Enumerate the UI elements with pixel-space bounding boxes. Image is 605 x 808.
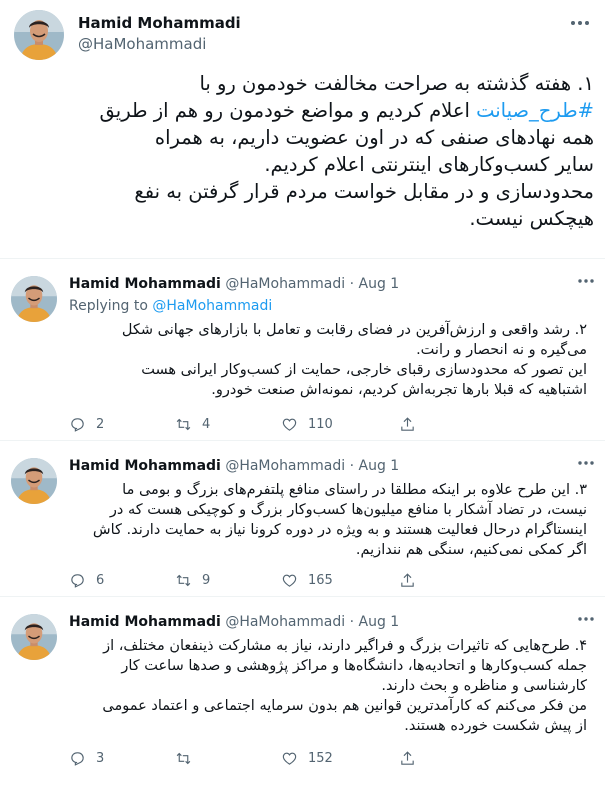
divider — [0, 596, 605, 597]
reply-line: ۳. این طرح علاوه بر اینکه مطلقا در راستای منافع پلتفرم‌های بزرگ و بومی ما — [122, 482, 587, 498]
share-button[interactable] — [399, 570, 416, 590]
more-icon[interactable] — [569, 14, 591, 34]
author-name[interactable]: Hamid Mohammadi — [69, 614, 221, 630]
like-icon — [281, 750, 298, 767]
tweet-line: سایر کسب‌وکارهای اینترنتی اعلام کردیم. — [264, 153, 594, 176]
avatar[interactable] — [14, 10, 64, 60]
reply-icon — [69, 750, 86, 767]
more-icon[interactable] — [577, 454, 595, 470]
author-name[interactable]: Hamid Mohammadi — [69, 276, 221, 292]
reply-button[interactable] — [69, 570, 104, 590]
reply-line: اینستاگرام درحال فعالیت هستند و به ویژه در دوره کرونا نیاز به حمایت دارند. کاش — [92, 522, 587, 538]
like-count: 165 — [308, 572, 333, 588]
reply-line: اشتباهیه که قبلا بارها تجربه‌اش کردیم، نمونه‌اش صنعت خودرو. — [211, 382, 587, 398]
reply-text — [69, 480, 587, 560]
divider — [0, 258, 605, 259]
reply-line: کارشناسی و مناظره و بحث دارند. — [381, 678, 587, 694]
avatar[interactable] — [11, 276, 57, 322]
reply-icon — [69, 416, 86, 433]
reply-header — [69, 276, 399, 292]
reply-count: 2 — [96, 416, 105, 432]
retweet-button[interactable] — [175, 570, 210, 590]
reply-line: ۴. طرح‌هایی که تاثیرات بزرگ و فراگیر دارند، نیاز به مشارکت ذینفعان مختلف، از — [103, 638, 587, 654]
like-icon — [281, 416, 298, 433]
tweet-date[interactable]: Aug 1 — [358, 458, 400, 474]
more-icon[interactable] — [577, 272, 595, 288]
tweet-line — [12, 97, 594, 124]
reply-line: این تصور که محدودسازی رقبای خارجی، حمایت از کسب‌وکار ایرانی هست — [141, 362, 587, 378]
share-button[interactable] — [399, 748, 416, 768]
mention-link[interactable]: @HaMohammadi — [152, 298, 273, 314]
reply-button[interactable] — [69, 414, 104, 434]
tweet-date[interactable]: Aug 1 — [358, 614, 400, 630]
action-bar — [69, 414, 489, 434]
like-button[interactable] — [281, 570, 333, 590]
author-name[interactable]: Hamid Mohammadi — [69, 458, 221, 474]
reply-text — [69, 320, 587, 400]
retweet-icon — [175, 416, 192, 433]
share-button[interactable] — [399, 414, 416, 434]
share-icon — [399, 416, 416, 433]
retweet-count: 9 — [202, 572, 211, 588]
main-tweet-header — [14, 10, 591, 66]
reply-count: 6 — [96, 572, 105, 588]
divider — [0, 440, 605, 441]
author-handle[interactable]: @HaMohammadi — [225, 276, 346, 292]
author-handle[interactable]: @HaMohammadi — [225, 458, 346, 474]
reply-line: اگر کمکی نمی‌کنیم، سنگی هم نندازیم. — [355, 542, 587, 558]
tweet-line-rest: اعلام کردیم و مواضع خودمون رو هم از طریق — [99, 99, 477, 122]
reply-line: نیست، در تضاد آشکار با منافع میلیون‌ها کسب‌وکار بزرگ و کوچیکی هست که در — [109, 502, 587, 518]
like-button[interactable] — [281, 414, 333, 434]
replying-to-prefix: Replying to — [69, 298, 148, 314]
like-button[interactable] — [281, 748, 333, 768]
retweet-button[interactable] — [175, 414, 210, 434]
tweet-line: همه نهادهای صنفی که در اون عضویت داریم، به همراه — [154, 126, 594, 149]
like-count: 110 — [308, 416, 333, 432]
share-icon — [399, 572, 416, 589]
tweet-line: هیچکس نیست. — [469, 207, 594, 230]
author-handle[interactable]: @HaMohammadi — [78, 35, 207, 53]
share-icon — [399, 750, 416, 767]
tweet-line: ۱. هفته گذشته به صراحت مخالفت خودمون رو با — [199, 72, 594, 95]
meta-separator: · — [349, 614, 355, 630]
replying-to — [69, 298, 272, 314]
meta-separator: · — [349, 276, 355, 292]
like-count: 152 — [308, 750, 333, 766]
reply-icon — [69, 572, 86, 589]
reply-line: می‌گیره و نه انحصار و رانت. — [416, 342, 587, 358]
action-bar — [69, 748, 489, 768]
tweet-date[interactable]: Aug 1 — [358, 276, 400, 292]
main-tweet-text — [12, 70, 594, 232]
meta-separator: · — [349, 458, 355, 474]
avatar[interactable] — [11, 614, 57, 660]
retweet-count: 4 — [202, 416, 211, 432]
author-handle[interactable]: @HaMohammadi — [225, 614, 346, 630]
like-icon — [281, 572, 298, 589]
reply-header — [69, 458, 399, 474]
hashtag-link[interactable]: #طرح_صیانت — [476, 99, 594, 122]
more-icon[interactable] — [577, 610, 595, 626]
avatar[interactable] — [11, 458, 57, 504]
reply-button[interactable] — [69, 748, 104, 768]
reply-count: 3 — [96, 750, 105, 766]
action-bar — [69, 570, 489, 590]
reply-text — [69, 636, 587, 736]
tweet-line: محدودسازی و در مقابل خواست مردم قرار گرفتن به نفع — [134, 180, 594, 203]
author-name[interactable]: Hamid Mohammadi — [78, 14, 241, 32]
retweet-button[interactable] — [175, 748, 202, 768]
reply-header — [69, 614, 399, 630]
reply-line: جمله کسب‌وکارها و اتحادیه‌ها، دانشگاه‌ها و مراکز پژوهشی و صدها ساعت کار — [121, 658, 587, 674]
retweet-icon — [175, 572, 192, 589]
retweet-icon — [175, 750, 192, 767]
reply-line: از پیش شکست خورده هستند. — [404, 718, 587, 734]
reply-line: من فکر می‌کنم که کارآمدترین قوانین هم بدون سرمایه اجتماعی و اعتماد عمومی — [102, 698, 587, 714]
reply-line: ۲. رشد واقعی و ارزش‌آفرین در فضای رقابت و تعامل با بازارهای جهانی شکل — [121, 322, 587, 338]
